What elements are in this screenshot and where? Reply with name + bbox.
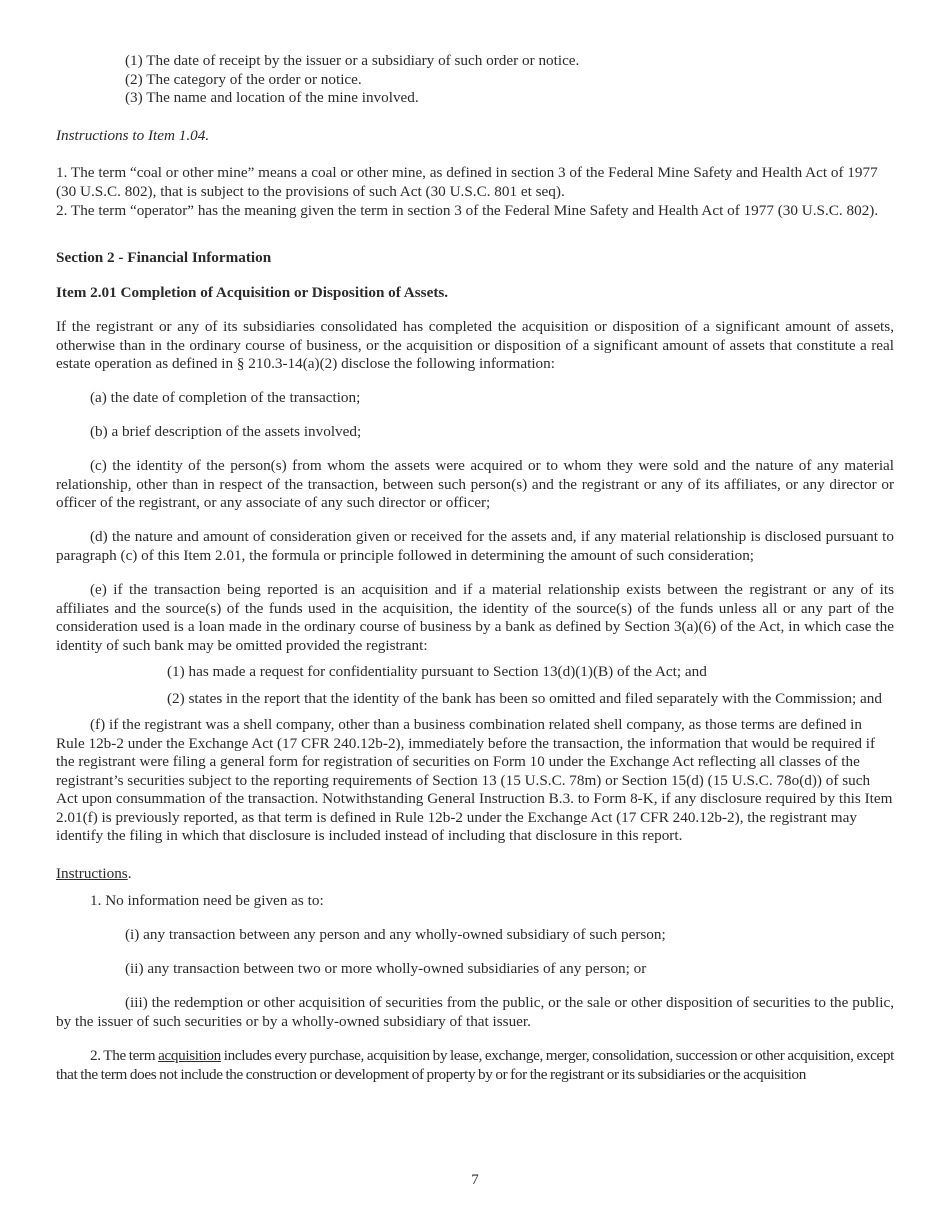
page-number: 7 <box>471 1172 479 1188</box>
list-item: (2) The category of the order or notice. <box>125 71 362 88</box>
clause-c: (c) the identity of the person(s) from whom the assets were acquired or to whom they were sold and the nature of any material relationship, other than in respect of the transaction, between such person(s) and the registrant or any of its affiliates, or any director or officer of the registrant, or any associate of any such director or officer; <box>56 457 894 511</box>
clause-a: (a) the date of completion of the transaction; <box>90 389 361 406</box>
instructions-heading-text: Instructions <box>56 865 128 882</box>
instructions-heading-period: . <box>127 865 132 882</box>
clause-b: (b) a brief description of the assets involved; <box>90 423 362 440</box>
clause-d: (d) the nature and amount of consideration given or received for the assets and, if any material relationship is disclosed pursuant to paragraph (c) of this Item 2.01, the formula or principle followed in determining the amount of such consideration; <box>56 528 894 564</box>
item-heading: Item 2.01 Completion of Acquisition or Disposition of Assets. <box>56 284 449 301</box>
instructions-104-item-2: 2. The term “operator” has the meaning given the term in section 3 of the Federal Mine Safety and Health Act of 1977 (30 U.S.C. 802). <box>56 202 879 219</box>
clause-e-subitem-2: (2) states in the report that the identity of the bank has been so omitted and filed separately with the Commission; and <box>167 690 882 707</box>
instructions-104-item-1: 1. The term “coal or other mine” means a coal or other mine, as defined in section 3 of the Federal Mine Safety and Health Act of 1977 (30 U.S.C. 802), that is subject to the provisions of such Act (30 U.S.C. 801 et seq). <box>56 164 878 200</box>
list-item: (1) The date of receipt by the issuer or a subsidiary of such order or notice. <box>125 52 580 69</box>
instruction-item-2-prefix: 2. The term <box>90 1047 159 1064</box>
section-heading: Section 2 - Financial Information <box>56 249 272 266</box>
instructions-heading <box>56 865 132 884</box>
instruction-item-2 <box>56 1047 894 1084</box>
instruction-subitem-i: (i) any transaction between any person and any wholly-owned subsidiary of such person; <box>125 926 666 943</box>
defined-term-acquisition: acquisition <box>158 1047 221 1064</box>
instruction-item-1: 1. No information need be given as to: <box>90 892 324 909</box>
clause-f: (f) if the registrant was a shell company, other than a business combination related shell company, as those terms are defined in Rule 12b-2 under the Exchange Act (17 CFR 240.12b-2), immediately before the transaction, the information that would be required if the registrant were filing a general form for registration of securities on Form 10 under the Exchange Act reflecting all classes of the registrant’s securities subject to the reporting requirements of Section 13 (15 U.S.C. 78m) or Section 15(d) (15 U.S.C. 78o(d)) of such Act upon consummation of the transaction. Notwithstanding General Instruction B.3. to Form 8-K, if any disclosure required by this Item 2.01(f) is previously reported, as that term is defined in Rule 12b-2 under the Exchange Act (17 CFR 240.12b-2), the registrant may identify the filing in which that disclosure is included instead of including that disclosure in this report. <box>56 716 893 844</box>
instruction-subitem-ii: (ii) any transaction between two or more wholly-owned subsidiaries of any person; or <box>125 960 647 977</box>
instruction-subitem-iii: (iii) the redemption or other acquisition of securities from the public, or the sale or other disposition of securities to the public, by the issuer of such securities or by a wholly-owned subsidiary of that issuer. <box>56 994 894 1030</box>
instructions-104-heading: Instructions to Item 1.04. <box>56 127 210 144</box>
list-item: (3) The name and location of the mine involved. <box>125 89 419 106</box>
clause-e: (e) if the transaction being reported is an acquisition and if a material relationship exists between the registrant or any of its affiliates and the source(s) of the funds used in the acquisition, the identity of the source(s) of the funds unless all or any part of the consideration used is a loan made in the ordinary course of business by a bank as defined by Section 3(a)(6) of the Act, in which case the identity of such bank may be omitted provided the registrant: <box>56 581 894 654</box>
clause-e-subitem-1: (1) has made a request for confidentiality pursuant to Section 13(d)(1)(B) of the Act; and <box>167 663 707 680</box>
instruction-item-2-text: includes every purchase, acquisition by lease, exchange, merger, consolidation, succession or other acquisition, except that the term does not include the construction or development of property by or for the registrant or its subsidiaries or the acquisition <box>56 1047 895 1083</box>
item-intro-paragraph: If the registrant or any of its subsidiaries consolidated has completed the acquisition or disposition of a significant amount of assets, otherwise than in the ordinary course of business, or the acquisition or disposition of a significant amount of assets that constitute a real estate operation as defined in § 210.3-14(a)(2) disclose the following information: <box>56 318 894 372</box>
